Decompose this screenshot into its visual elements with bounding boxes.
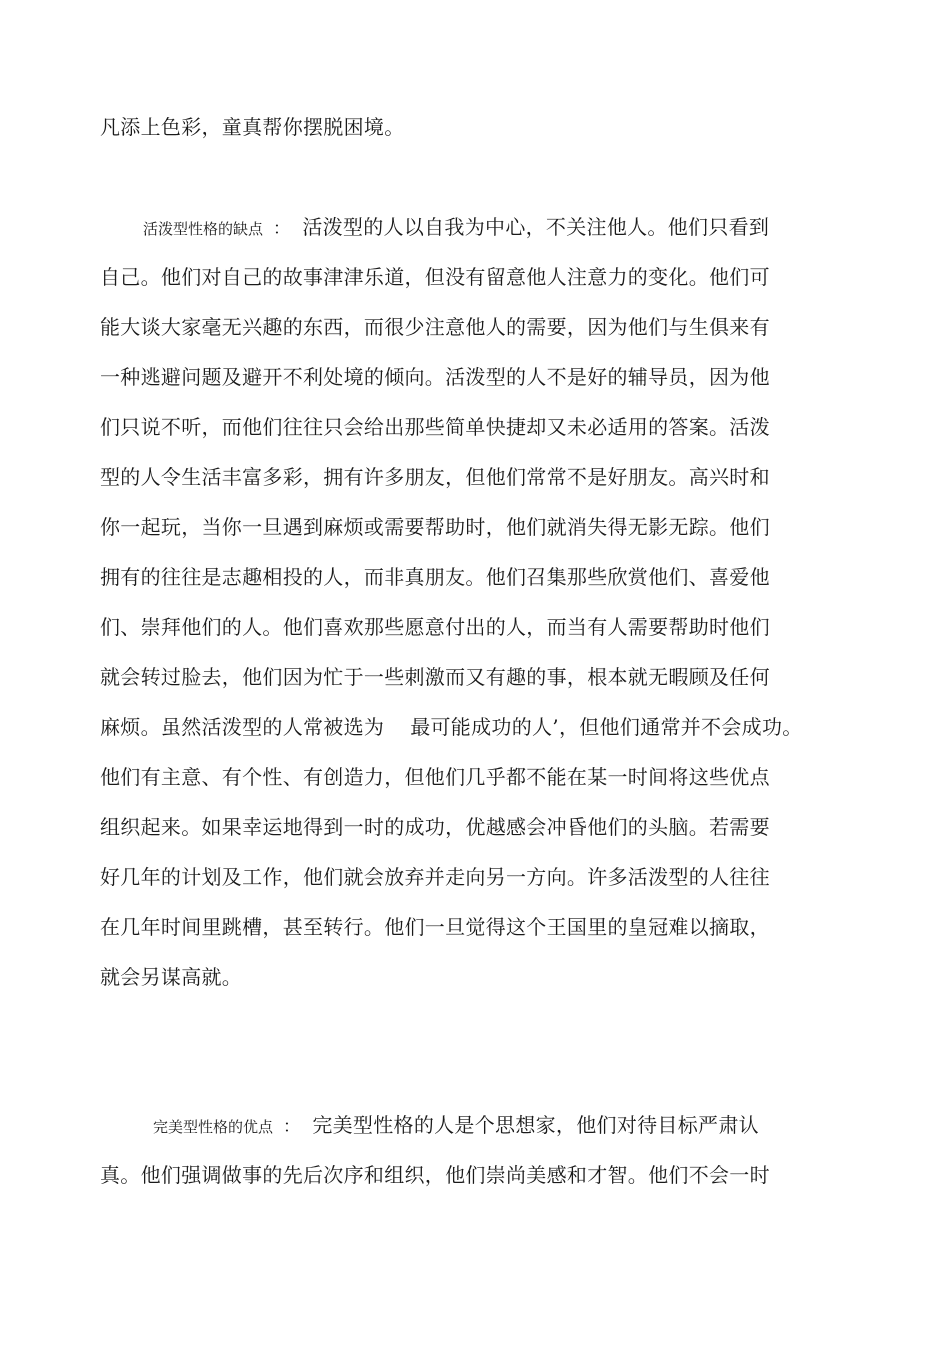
section-1-line-15: 好几年的计划及工作，他们就会放弃并走向另一方向。许多活泼型的人往往 — [100, 865, 770, 889]
section-2-colon: ： — [283, 1117, 301, 1137]
section-1-line-8: 拥有的往往是志趣相投的人，而非真朋友。他们召集那些欣赏他们、喜爱他 — [100, 565, 770, 589]
section-1-line-12 — [100, 714, 803, 740]
section-1-colon: ： — [273, 219, 291, 239]
section-1-line — [100, 464, 770, 490]
section-1-heading: 活泼型性格的缺点 — [143, 220, 264, 238]
section-1-line-1: 活泼型的人以自我为中心，不关注他人。他们只看到 — [302, 215, 770, 239]
section-1-line-14: 组织起来。如果幸运地得到一时的成功，优越感会冲昏他们的头脑。若需要 — [100, 815, 770, 839]
section-1-line-16: 在几年时间里跳槽，甚至转行。他们一旦觉得这个王国里的皇冠难以摘取， — [100, 915, 770, 939]
section-1-line-12-b: 最可能成功的人’，但他们通常并不会成功。 — [410, 715, 803, 739]
section-1-line — [100, 414, 770, 440]
continuation-line — [100, 114, 405, 140]
section-1-line-4: 一种逃避问题及避开不利处境的倾向。活泼型的人不是好的辅导员，因为他 — [100, 365, 770, 389]
section-1-line — [100, 864, 770, 890]
section-1-line-9: 们、崇拜他们的人。他们喜欢那些愿意付出的人，而当有人需要帮助时他们 — [100, 615, 770, 639]
section-1-line — [100, 564, 770, 590]
section-1-line — [100, 964, 242, 990]
section-1-line-6: 型的人令生活丰富多彩，拥有许多朋友，但他们常常不是好朋友。高兴时和 — [100, 465, 770, 489]
section-1-line — [100, 314, 770, 340]
section-1-line-5: 们只说不听，而他们往往只会给出那些简单快捷却又未必适用的答案。活泼 — [100, 415, 770, 439]
section-1-line-7: 你一起玩，当你一旦遇到麻烦或需要帮助时，他们就消失得无影无踪。他们 — [100, 515, 770, 539]
section-1-line-13: 他们有主意、有个性、有创造力，但他们几乎都不能在某一时间将这些优点 — [100, 765, 770, 789]
section-1-line — [100, 364, 770, 390]
section-2-first-line — [153, 1112, 759, 1140]
section-1-line — [100, 814, 770, 840]
section-1-line-17: 就会另谋高就。 — [100, 965, 243, 989]
section-1-line-2: 自己。他们对自己的故事津津乐道，但没有留意他人注意力的变化。他们可 — [100, 265, 770, 289]
section-1-line — [100, 614, 770, 640]
section-1-line-10: 就会转过脸去，他们因为忙于一些刺激而又有趣的事，根本就无暇顾及任何 — [100, 665, 770, 689]
section-1-line — [100, 664, 770, 690]
section-1-line — [100, 914, 770, 940]
section-1-line-3: 能大谈大家毫无兴趣的东西，而很少注意他人的需要，因为他们与生俱来有 — [100, 315, 770, 339]
section-2-line-1: 完美型性格的人是个思想家，他们对待目标严肃认 — [312, 1113, 759, 1137]
continuation-text: 凡添上色彩，童真帮你摆脱困境。 — [100, 115, 405, 139]
section-2-heading: 完美型性格的优点 — [153, 1118, 274, 1136]
section-1-line — [100, 764, 770, 790]
section-1-first-line — [143, 214, 769, 242]
section-1-line — [100, 264, 770, 290]
section-2-line-2: 真。他们强调做事的先后次序和组织，他们崇尚美感和才智。他们不会一时 — [100, 1163, 770, 1187]
section-1-line-12-a: 麻烦。虽然活泼型的人常被选为 — [100, 715, 385, 739]
section-1-line — [100, 514, 770, 540]
section-2-line — [100, 1162, 770, 1188]
